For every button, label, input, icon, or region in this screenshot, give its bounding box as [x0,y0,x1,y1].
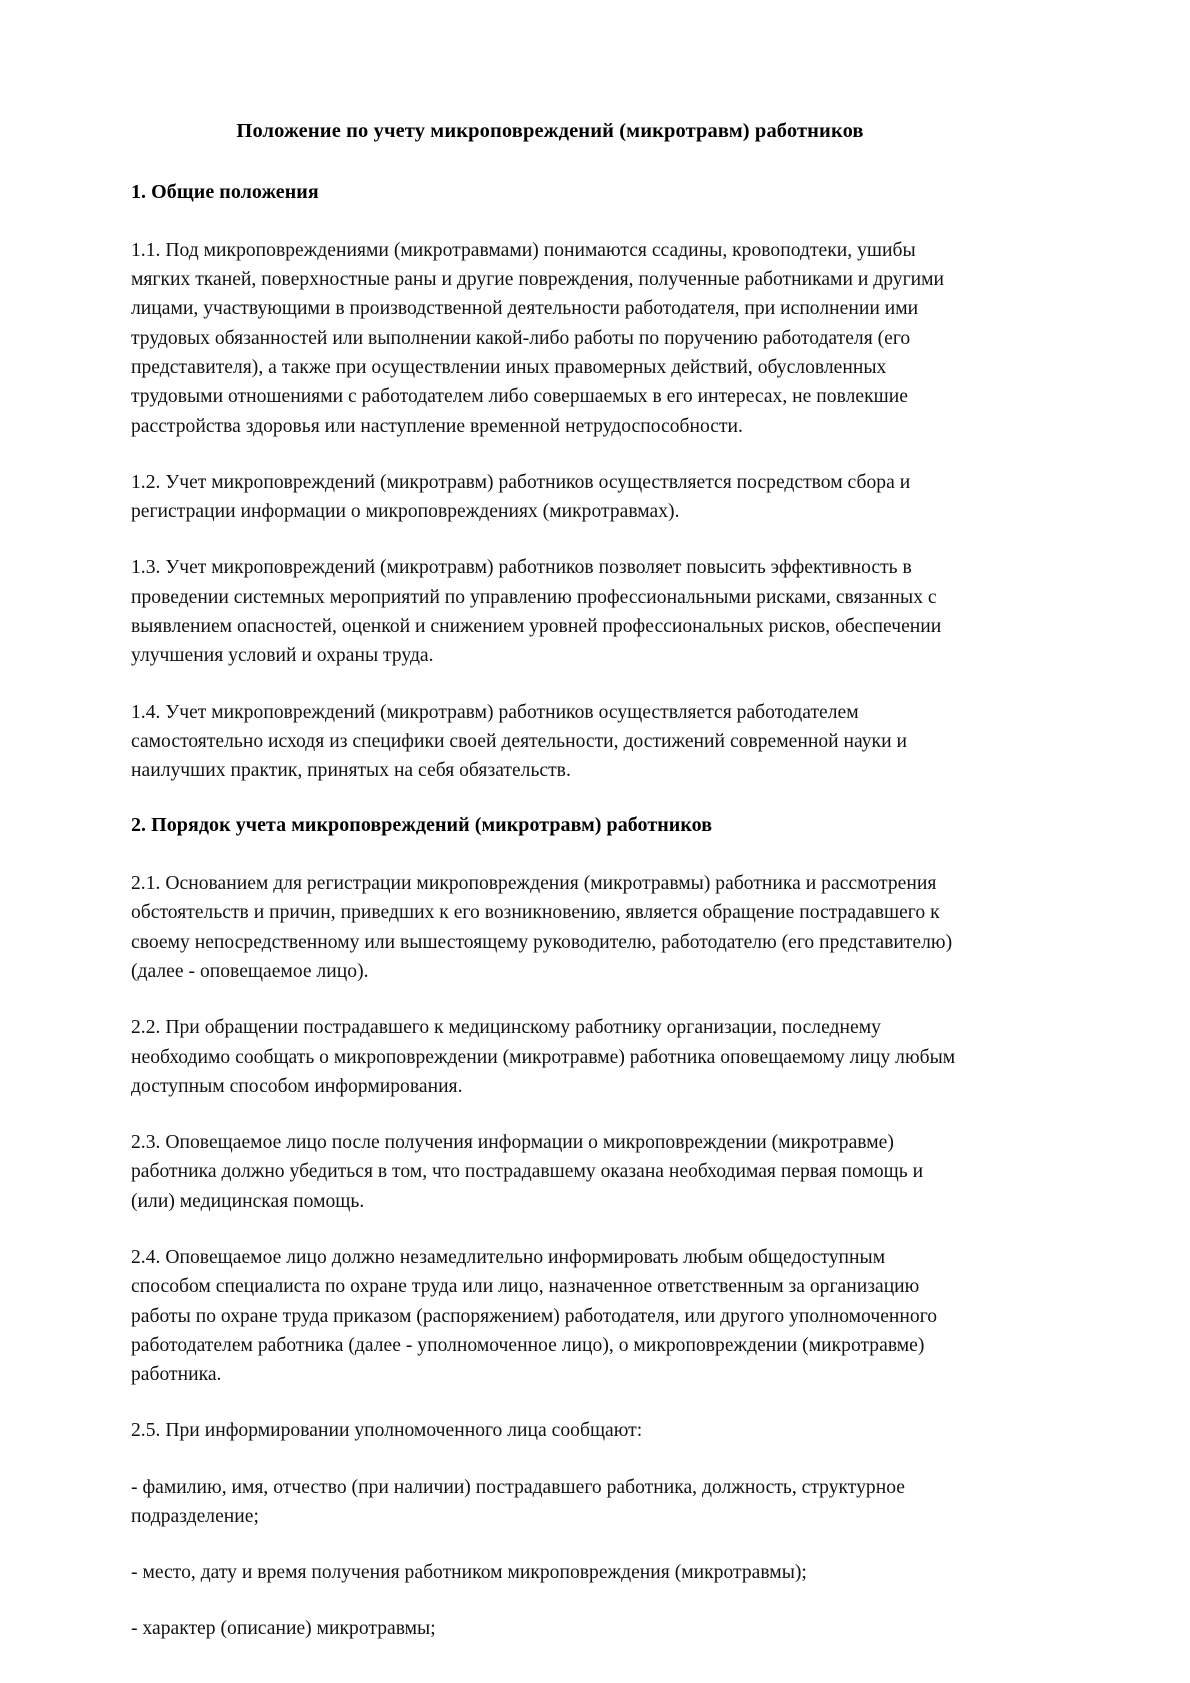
paragraph-2-1: 2.1. Основанием для регистрации микроповреждения (микротравмы) работника и рассмотрения обстоятельств и причин, приведших к его возникновению, является обращение пострадавшего к своему непосредственному или вышестоящему руководителю, работодателю (его представителю) (далее - оповещаемое лицо). [131,873,953,982]
paragraph-2-5: 2.5. При информировании уполномоченного лица сообщают: [131,1420,643,1442]
paragraph-1-1: 1.1. Под микроповреждениями (микротравмами) понимаются ссадины, кровоподтеки, ушибы мягких тканей, поверхностные раны и другие повреждения, полученные работниками и другими лицами, участвующими в производственной деятельности работодателя, при исполнении ими трудовых обязанностей или выполнении какой-либо работы по поручению работодателя (его представителя), а также при осуществлении иных правомерных действий, обусловленных трудовыми отношениями с работодателем либо совершаемых в его интересах, не повлекшие расстройства здоровья или наступление временной нетрудоспособности. [131,239,945,437]
list-item: - фамилию, имя, отчество (при наличии) пострадавшего работника, должность, структурное подразделение; [131,1476,905,1527]
paragraph-1-4: 1.4. Учет микроповреждений (микротравм) работников осуществляется работодателем самостоятельно исходя из специфики своей деятельности, достижений современной науки и наилучших практик, принятых на себя обязательств. [131,701,907,782]
paragraph-2-2: 2.2. При обращении пострадавшего к медицинскому работнику организации, последнему необходимо сообщать о микроповреждении (микротравме) работника оповещаемому лицу любым доступным способом информирования. [131,1017,956,1097]
document-body [131,118,969,1671]
paragraph-2-3: 2.3. Оповещаемое лицо после получения информации о микроповреждении (микротравме) работника должно убедиться в том, что пострадавшему оказана необходимая первая помощь и (или) медицинская помощь. [131,1132,924,1212]
list-item: - место, дату и время получения работником микроповреждения (микротравмы); [131,1562,807,1584]
paragraph-1-2: 1.2. Учет микроповреждений (микротравм) работников осуществляется посредством сбора и регистрации информации о микроповреждениях (микротравмах). [131,471,911,523]
section-heading-1: 1. Общие положения [131,181,319,204]
list-item: - характер (описание) микротравмы; [131,1618,436,1640]
paragraph-1-3: 1.3. Учет микроповреждений (микротравм) работников позволяет повысить эффективность в проведении системных мероприятий по управлению профессиональными рисками, связанных с выявлением опасностей, оценкой и снижением уровней профессиональных рисков, обеспечении улучшения условий и охраны труда. [131,557,942,667]
section-heading-2: 2. Порядок учета микроповреждений (микротравм) работников [131,814,713,837]
page-title: Положение по учету микроповреждений (микротравм) работников [236,120,864,142]
paragraph-2-4: 2.4. Оповещаемое лицо должно незамедлительно информировать любым общедоступным способом специалиста по охране труда или лицо, назначенное ответственным за организацию работы по охране труда приказом (распоряжением) работодателя, или другого уполномоченного работодателем работника (далее - уполномоченное лицо), о микроповреждении (микротравме) работника. [131,1246,938,1386]
